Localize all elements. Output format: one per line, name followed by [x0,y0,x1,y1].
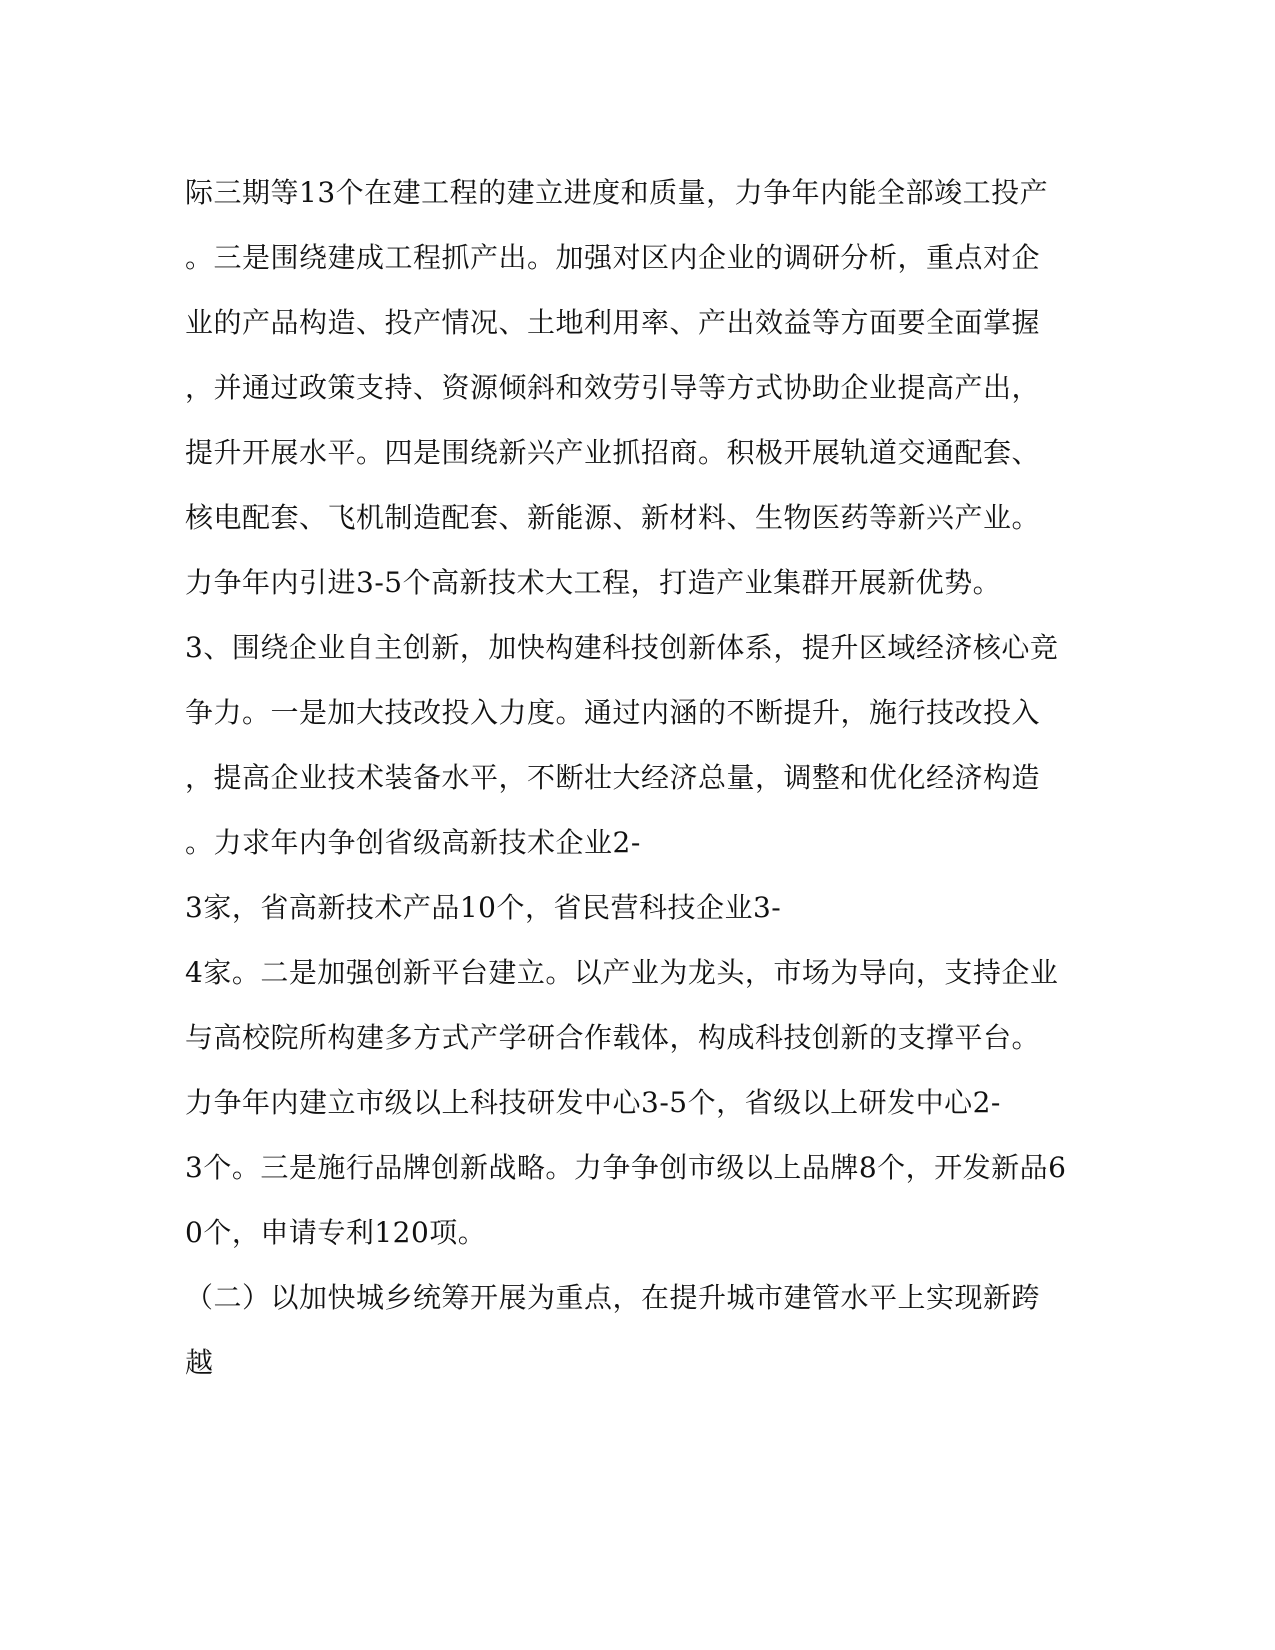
text-line: 3家，省高新技术产品10个，省民营科技企业3- [185,891,782,924]
text-line: 力争年内建立市级以上科技研发中心3-5个，省级以上研发中心2- [185,1086,1001,1119]
text-line: 3个。三是施行品牌创新战略。力争争创市级以上品牌8个，开发新品6 [185,1151,1067,1184]
text-line: 提升开展水平。四是围绕新兴产业抓招商。积极开展轨道交通配套、 [185,436,1041,469]
text-line: ，并通过政策支持、资源倾斜和效劳引导等方式协助企业提高产出， [185,371,1041,404]
text-line: 0个，申请专利120项。 [185,1216,487,1249]
text-line: 力争年内引进3-5个高新技术大工程，打造产业集群开展新优势。 [185,566,1002,599]
text-line: 际三期等13个在建工程的建立进度和质量，力争年内能全部竣工投产 [185,176,1049,209]
text-line: 。三是围绕建成工程抓产出。加强对区内企业的调研分析，重点对企 [185,241,1041,274]
text-line: 4家。二是加强创新平台建立。以产业为龙头，市场为导向，支持企业 [185,956,1059,989]
text-line: 。力求年内争创省级高新技术企业2- [185,826,641,859]
section-heading-line: 越 [185,1346,214,1379]
text-line: 核电配套、飞机制造配套、新能源、新材料、生物医药等新兴产业。 [185,501,1041,534]
text-line: ，提高企业技术装备水平，不断壮大经济总量，调整和优化经济构造 [185,761,1041,794]
text-line: 业的产品构造、投产情况、土地利用率、产出效益等方面要全面掌握 [185,306,1041,339]
text-line: 争力。一是加大技改投入力度。通过内涵的不断提升，施行技改投入 [185,696,1041,729]
text-line: 与高校院所构建多方式产学研合作载体，构成科技创新的支撑平台。 [185,1021,1041,1054]
section-heading-line: （二）以加快城乡统筹开展为重点，在提升城市建管水平上实现新跨 [185,1281,1041,1314]
body-text [185,160,1085,1395]
text-line: 3、围绕企业自主创新，加快构建科技创新体系，提升区域经济核心竞 [185,631,1059,664]
